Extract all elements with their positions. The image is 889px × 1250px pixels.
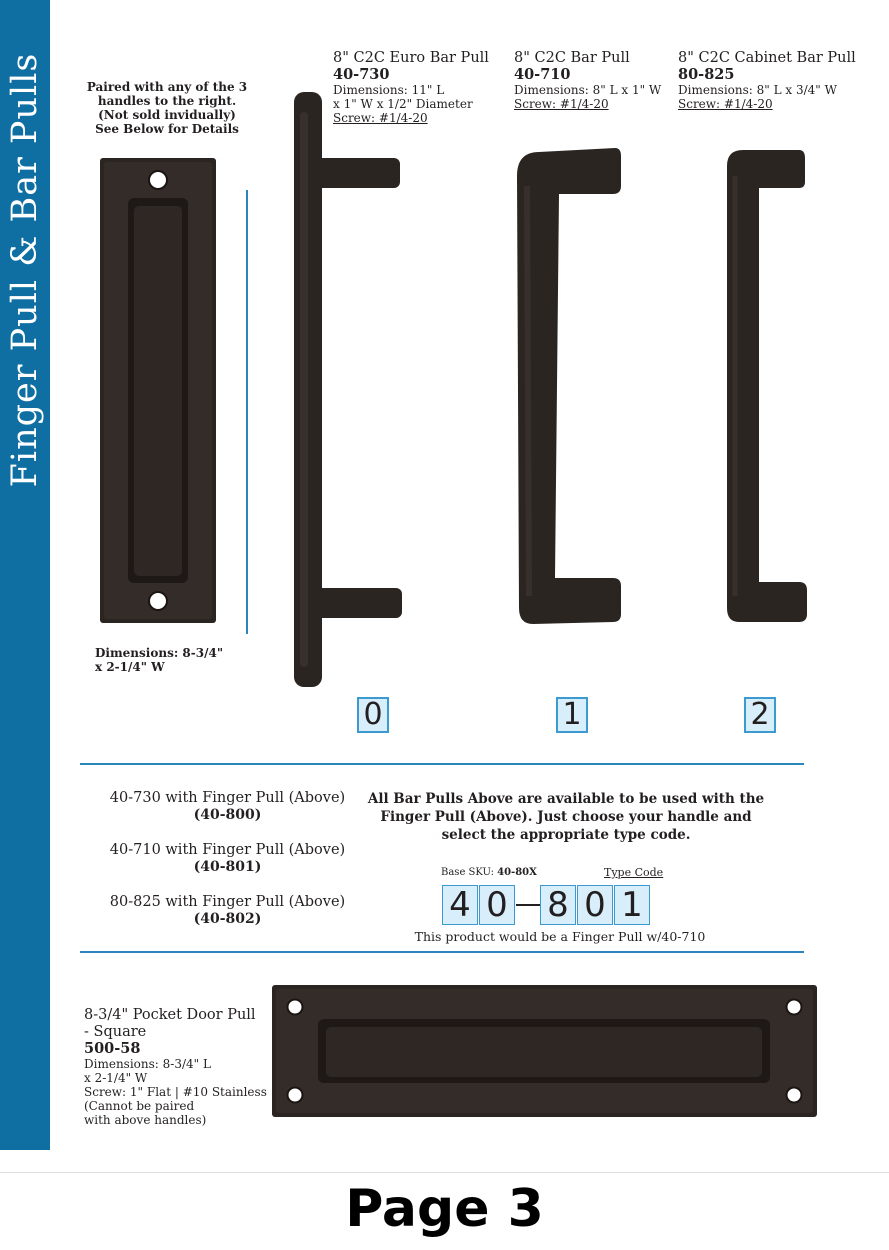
product-dimensions: Dimensions: 11" L [333, 83, 445, 97]
divider-horizontal [80, 763, 804, 765]
product-title: 8" C2C Euro Bar Pull [333, 50, 489, 66]
finger-pull-note [82, 80, 252, 136]
combo-list [100, 790, 355, 927]
combo-label: 40-730 with Finger Pull (Above) [109, 790, 346, 806]
product-screw: Screw: 1" Flat | #10 Stainless [84, 1085, 267, 1099]
base-sku-caption: Base SKU: [441, 867, 494, 878]
finger-pull-dimensions [95, 646, 255, 674]
product-title: 8" C2C Cabinet Bar Pull [678, 50, 856, 66]
product-dimensions: Dimensions: 8" L x 1" W [514, 83, 662, 97]
product-screw: Screw: #1/4-20 [678, 97, 773, 111]
sku-example-caption: This product would be a Finger Pull w/40-710 [414, 929, 706, 944]
sku-dash [516, 904, 540, 906]
product-sku: 80-825 [678, 66, 735, 83]
product-bar-pull [514, 50, 684, 111]
product-note: (Cannot be paired [84, 1099, 195, 1113]
info-line: Finger Pull (Above). Just choose your handle and [380, 809, 752, 825]
base-sku-value: 40-80X [497, 867, 537, 878]
product-title: - Square [84, 1024, 147, 1040]
product-sku: 40-730 [333, 66, 390, 83]
note-line: handles to the right. [97, 94, 237, 108]
note-line: See Below for Details [95, 122, 239, 136]
product-dimensions: Dimensions: 8-3/4" L [84, 1057, 211, 1071]
product-title: 8" C2C Bar Pull [514, 50, 630, 66]
sku-digit-box: 1 [614, 885, 650, 925]
base-sku-label [441, 867, 537, 879]
divider-vertical [246, 190, 248, 634]
divider-horizontal [80, 951, 804, 953]
product-dimensions: x 1" W x 1/2" Diameter [333, 97, 473, 111]
product-screw: Screw: #1/4-20 [333, 111, 428, 125]
sku-digit-box: 4 [442, 885, 478, 925]
product-screw: Screw: #1/4-20 [514, 97, 609, 111]
pocket-door-pull-info [84, 1007, 284, 1127]
cabinet-bar-pull-image [725, 146, 810, 624]
dims-line: x 2-1/4" W [95, 660, 165, 674]
product-dimensions: x 2-1/4" W [84, 1071, 148, 1085]
product-sku: 500-58 [84, 1040, 141, 1057]
type-code-label: Type Code [604, 866, 664, 879]
note-line: (Not sold invidually) [98, 108, 236, 122]
product-sku: 40-710 [514, 66, 571, 83]
type-code-box: 0 [357, 697, 389, 733]
euro-bar-pull-image [290, 92, 405, 687]
combo-label: 40-710 with Finger Pull (Above) [109, 842, 346, 858]
info-line: select the appropriate type code. [441, 827, 691, 843]
pocket-door-pull-image [272, 985, 817, 1117]
product-cabinet-bar-pull [678, 50, 878, 111]
product-note: with above handles) [84, 1113, 207, 1127]
sidebar-title: Finger Pull & Bar Pulls [5, 52, 45, 488]
type-code-box: 2 [744, 697, 776, 733]
combo-sku: (40-801) [193, 859, 262, 875]
finger-pull-image [100, 158, 216, 623]
info-line: All Bar Pulls Above are available to be used with the [367, 791, 765, 807]
sku-digit-box: 0 [479, 885, 515, 925]
note-line: Paired with any of the 3 [86, 80, 248, 94]
sku-digit-box: 0 [577, 885, 613, 925]
type-code-box: 1 [556, 697, 588, 733]
page-number: Page 3 [345, 1179, 544, 1239]
sku-digit-box: 8 [540, 885, 576, 925]
combo-sku: (40-800) [193, 807, 262, 823]
bar-pull-image [515, 146, 625, 626]
pairing-info [356, 790, 776, 844]
dims-line: Dimensions: 8-3/4" [95, 646, 224, 660]
product-title: 8-3/4" Pocket Door Pull [84, 1007, 256, 1023]
product-dimensions: Dimensions: 8" L x 3/4" W [678, 83, 837, 97]
combo-label: 80-825 with Finger Pull (Above) [109, 894, 346, 910]
combo-sku: (40-802) [193, 911, 262, 927]
sidebar [0, 0, 50, 1150]
